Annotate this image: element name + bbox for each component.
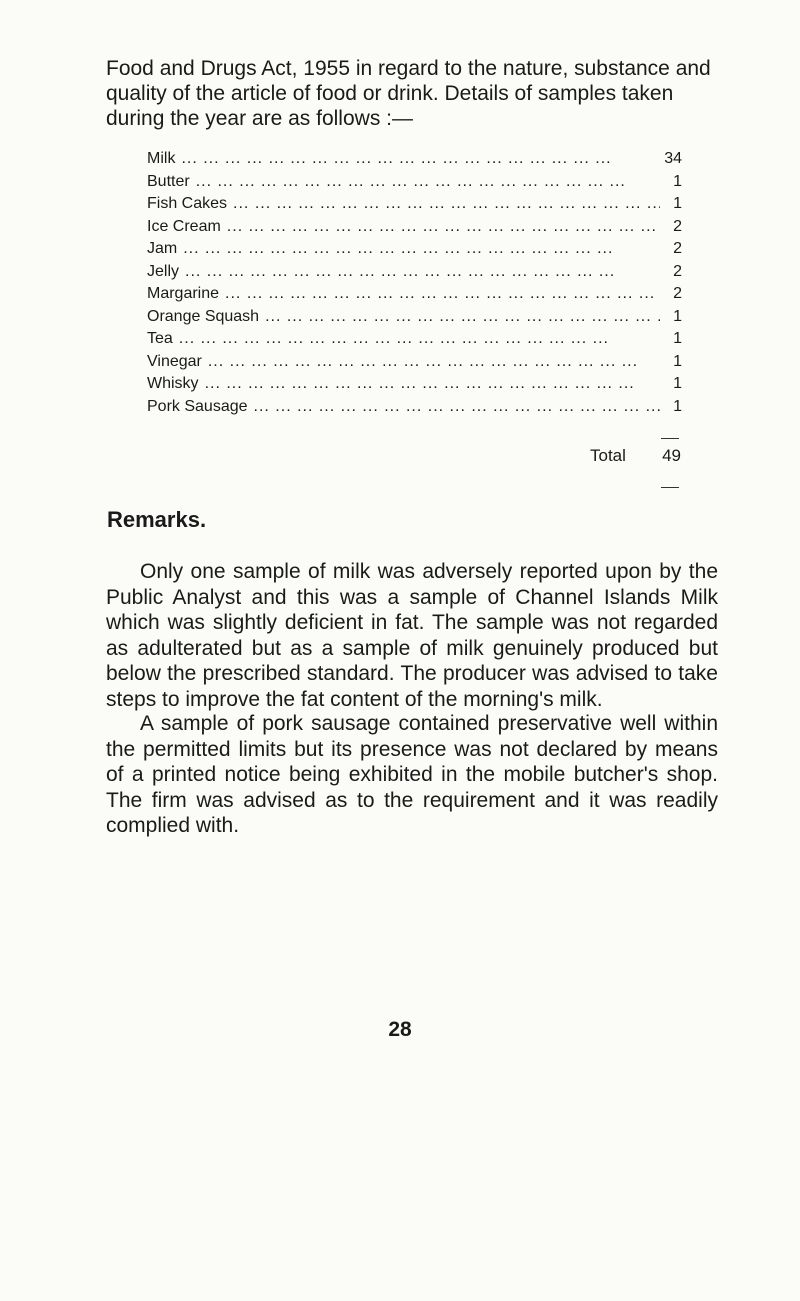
total-rule-bottom — [661, 487, 679, 488]
sample-row — [147, 148, 682, 171]
sample-name: Jelly — [147, 262, 180, 280]
sample-name: Fish Cakes — [147, 195, 228, 212]
dot-leader — [208, 351, 660, 374]
sample-count: 1 — [673, 330, 682, 347]
sample-name: Butter — [147, 172, 190, 190]
sample-name: Milk — [147, 150, 176, 167]
sample-row — [147, 193, 682, 216]
dot-leader — [225, 283, 660, 306]
sample-name: Jam — [147, 240, 178, 257]
sample-name: Ice Cream — [147, 217, 221, 235]
remarks-paragraph-sausage: A sample of pork sausage contained preservative well within the permitted limits but its presence was not declared by means of a printed notice being exhibited in the mobile butcher's shop. The firm was advised as to the requirement and it was readily complied with. — [106, 712, 718, 837]
sample-name: Tea — [147, 330, 173, 347]
sample-count: 1 — [673, 307, 682, 325]
sample-row — [147, 261, 682, 284]
sample-count: 2 — [673, 262, 682, 280]
sample-count: 1 — [673, 397, 682, 415]
intro-paragraph: Food and Drugs Act, 1955 in regard to the nature, substance and quality of the article of food or drink. Details of samples taken during the year are as follows :— — [106, 57, 711, 130]
sample-name: Orange Squash — [147, 307, 260, 325]
dot-leader — [265, 306, 660, 329]
dot-leader — [181, 148, 660, 171]
total-value: 49 — [662, 446, 681, 465]
remarks-paragraph-milk: Only one sample of milk was adversely reported upon by the Public Analyst and this was a sample of Channel Islands Milk which was slightly deficient in fat. The sample was not regarded as adulterated but as a sample of milk genuinely produced but below the prescribed standard. The producer was advised to take steps to improve the fat content of the morning's milk. — [106, 560, 718, 711]
sample-row — [147, 351, 682, 374]
total-label: Total — [590, 446, 626, 465]
dot-leader — [185, 261, 660, 284]
samples-list — [147, 148, 682, 418]
dot-leader — [254, 396, 660, 419]
dot-leader — [227, 216, 660, 239]
page-number: 28 — [388, 1018, 412, 1041]
remarks-heading: Remarks. — [107, 507, 207, 532]
sample-count: 2 — [673, 217, 682, 235]
sample-name: Margarine — [147, 285, 220, 302]
sample-count: 1 — [673, 375, 682, 392]
sample-count: 2 — [673, 285, 682, 302]
dot-leader — [183, 238, 660, 261]
sample-row — [147, 238, 682, 261]
dot-leader — [179, 328, 660, 351]
sample-row — [147, 328, 682, 351]
sample-row — [147, 171, 682, 194]
sample-row — [147, 283, 682, 306]
sample-count: 1 — [673, 195, 682, 212]
sample-count: 1 — [673, 172, 682, 190]
total-rule-top — [661, 438, 679, 439]
dot-leader — [233, 193, 660, 216]
sample-count: 34 — [664, 150, 682, 167]
sample-count: 2 — [673, 240, 682, 257]
sample-name: Pork Sausage — [147, 397, 248, 415]
sample-row — [147, 373, 682, 396]
dot-leader — [196, 171, 660, 194]
sample-row — [147, 216, 682, 239]
sample-name: Vinegar — [147, 352, 202, 370]
dot-leader — [205, 373, 660, 396]
sample-row — [147, 396, 682, 419]
sample-row — [147, 306, 682, 329]
sample-name: Whisky — [147, 375, 199, 392]
sample-count: 1 — [673, 352, 682, 370]
